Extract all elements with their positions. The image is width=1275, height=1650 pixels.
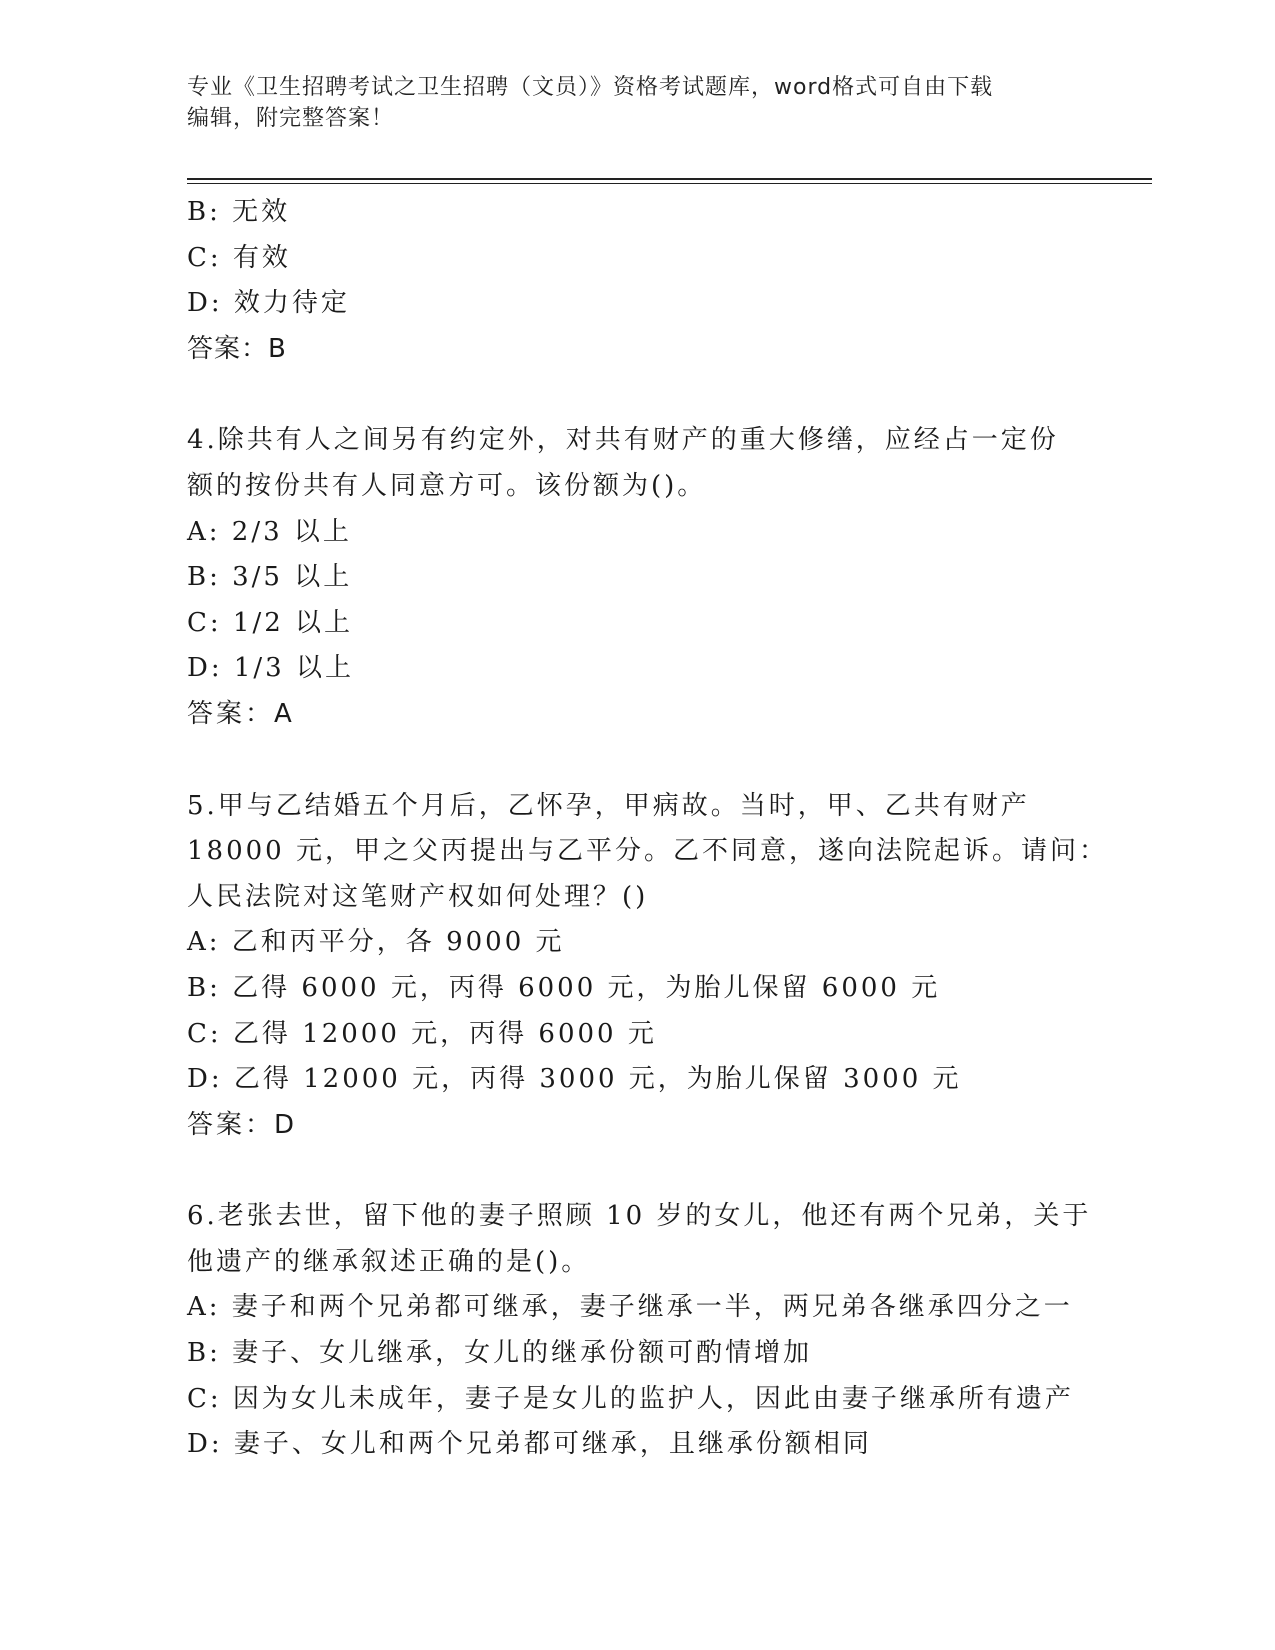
question-5 <box>187 784 1108 1149</box>
document-header <box>187 72 1067 134</box>
option-c: C: 1/2 以上 <box>187 607 354 638</box>
answer: 答案：A <box>187 698 295 729</box>
question-6 <box>187 1194 1092 1468</box>
question-list <box>187 190 1108 1468</box>
question-stem-line: 5.甲与乙结婚五个月后，乙怀孕，甲病故。当时，甲、乙共有财产 <box>187 790 1030 821</box>
question-stem-line: 额的按份共有人同意方可。该份额为()。 <box>187 470 707 501</box>
answer: 答案：D <box>187 1109 298 1140</box>
option-d: D: 乙得 12000 元，丙得 3000 元，为胎儿保留 3000 元 <box>187 1064 962 1095</box>
option-b: B: 无效 <box>187 197 291 227</box>
question-4 <box>187 418 1087 737</box>
question-stem-line: 18000 元，甲之父丙提出与乙平分。乙不同意，遂向法院起诉。请问： <box>187 836 1108 867</box>
header-line-2: 编辑，附完整答案！ <box>187 106 395 131</box>
option-b: B: 3/5 以上 <box>187 562 353 593</box>
option-b: B: 乙得 6000 元，丙得 6000 元，为胎儿保留 6000 元 <box>187 972 941 1003</box>
question-stem-line: 他遗产的继承叙述正确的是()。 <box>187 1246 591 1277</box>
option-d: D: 效力待定 <box>187 288 350 319</box>
option-d: D: 妻子、女儿和两个兄弟都可继承，且继承份额相同 <box>187 1429 872 1460</box>
option-c: C: 因为女儿未成年，妻子是女儿的监护人，因此由妻子继承所有遗产 <box>187 1383 1074 1414</box>
option-a: A: 乙和丙平分，各 9000 元 <box>187 927 565 958</box>
answer: 答案：B <box>187 333 287 364</box>
question-stem-line: 6.老张去世，留下他的妻子照顾 10 岁的女儿，他还有两个兄弟，关于 <box>187 1201 1092 1232</box>
header-rule-thin <box>187 183 1152 184</box>
header-rule-thick <box>187 178 1152 180</box>
question-stem-line: 4.除共有人之间另有约定外，对共有财产的重大修缮，应经占一定份 <box>187 425 1059 456</box>
option-d: D: 1/3 以上 <box>187 653 354 684</box>
header-line-1: 专业《卫生招聘考试之卫生招聘（文员）》资格考试题库，word格式可自由下载 <box>187 75 994 100</box>
question-stem-line: 人民法院对这笔财产权如何处理？() <box>187 881 649 912</box>
option-a: A: 妻子和两个兄弟都可继承，妻子继承一半，两兄弟各继承四分之一 <box>187 1292 1073 1323</box>
option-b: B: 妻子、女儿继承，女儿的继承份额可酌情增加 <box>187 1338 813 1369</box>
option-c: C: 乙得 12000 元，丙得 6000 元 <box>187 1018 657 1049</box>
option-c: C: 有效 <box>187 242 291 273</box>
question-3-partial <box>187 190 1087 372</box>
option-a: A: 2/3 以上 <box>187 516 352 547</box>
